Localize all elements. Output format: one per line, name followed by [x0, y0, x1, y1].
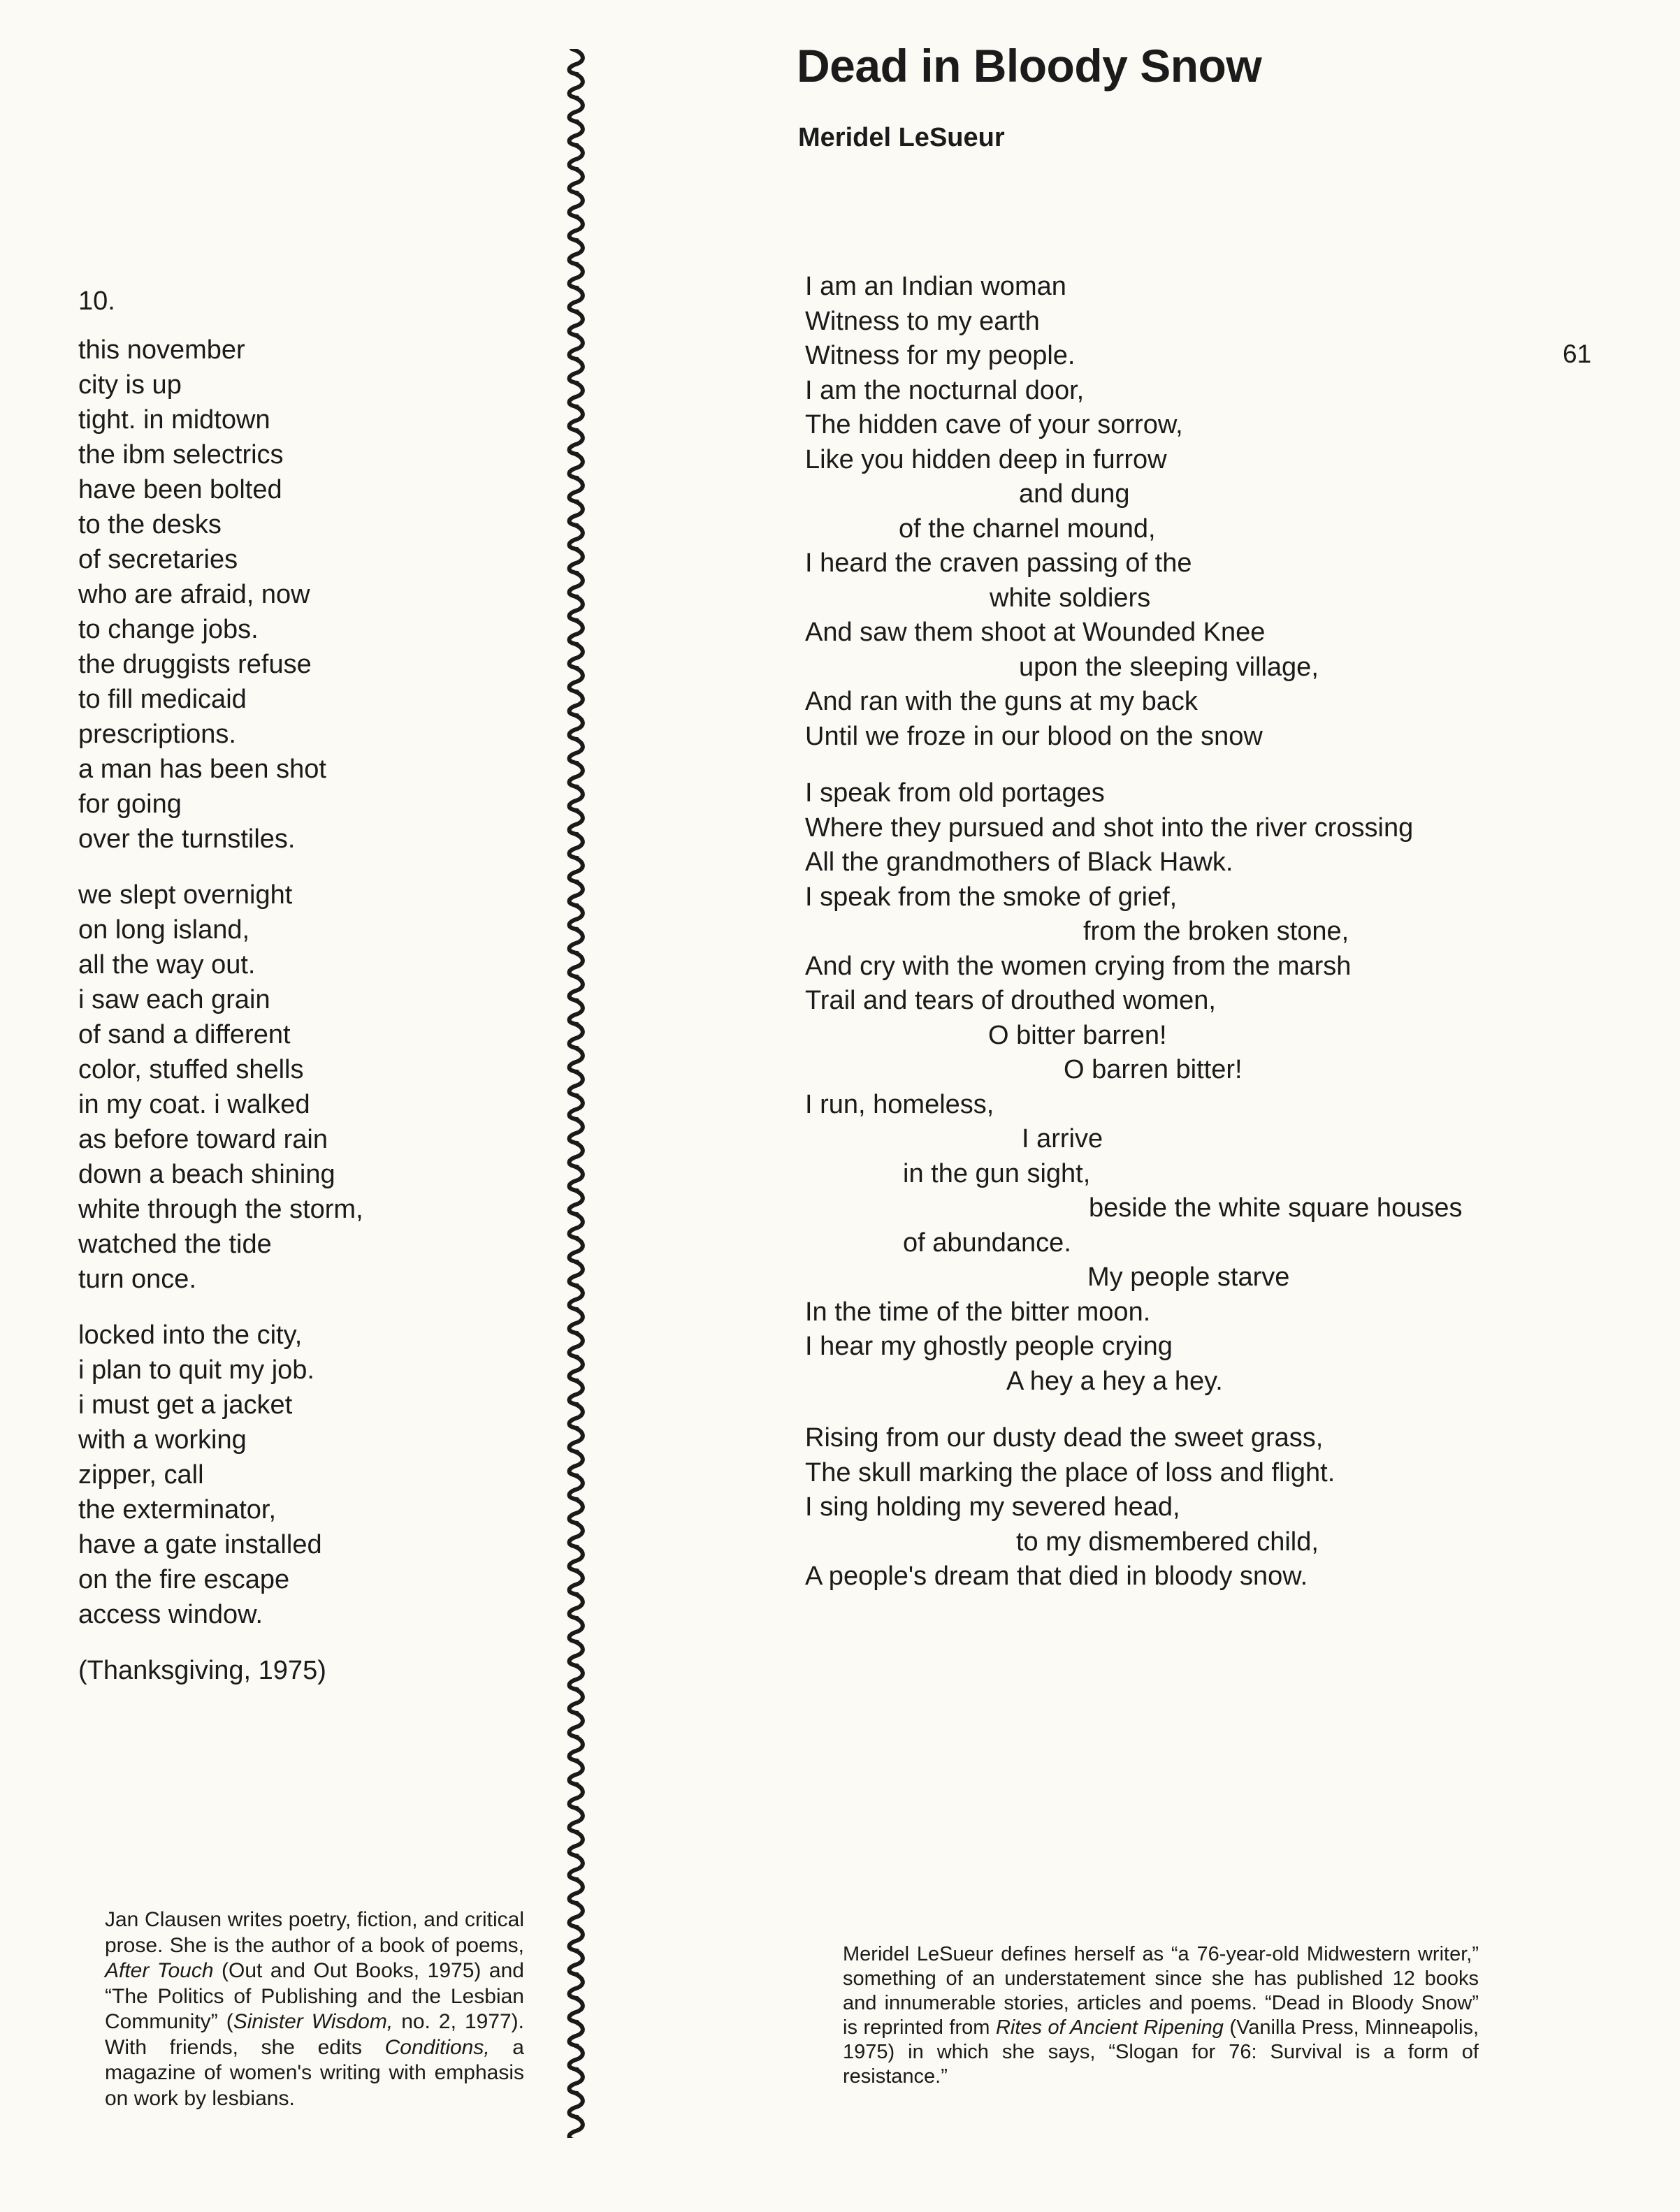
poem-line: on the fire escape: [78, 1565, 290, 1594]
poem-line: In the time of the bitter moon.: [805, 1297, 1151, 1327]
poem-line: The skull marking the place of loss and flight.: [805, 1457, 1335, 1487]
poem-line: for going: [78, 790, 182, 819]
poem-line: who are afraid, now: [78, 580, 310, 609]
page-number: 61: [1563, 340, 1592, 368]
poem-line: the exterminator,: [78, 1495, 277, 1525]
poem-line: down a beach shining: [78, 1160, 335, 1189]
left-poem: [78, 284, 512, 1688]
poem-line: I am the nocturnal door,: [805, 375, 1085, 405]
poem-line: And cry with the women crying from the marsh: [805, 951, 1352, 981]
poem-line: O bitter barren!: [988, 1020, 1167, 1050]
poem-line: of the charnel mound,: [899, 514, 1156, 544]
poem-line: this november: [78, 335, 245, 365]
poem-line: have a gate installed: [78, 1530, 322, 1559]
poem-line: of abundance.: [903, 1228, 1071, 1258]
poem-line: all the way out.: [78, 950, 256, 980]
poem-line: have been bolted: [78, 475, 282, 504]
poem-line: to my dismembered child,: [1016, 1527, 1319, 1557]
stanza: [805, 776, 1560, 1399]
poem-line: the druggists refuse: [78, 650, 312, 679]
poem-line: to the desks: [78, 510, 222, 539]
right-poem: [805, 270, 1560, 1617]
stanza: [78, 1318, 512, 1632]
decorative-chain-divider: [562, 49, 590, 2138]
poem-line: I run, homeless,: [805, 1089, 994, 1119]
bio-text: a magazine of women's writing with emphasis on work by lesbians.: [105, 2035, 524, 2110]
poem-line: Where they pursued and shot into the river crossing: [805, 813, 1414, 843]
poem-line: of sand a different: [78, 1020, 291, 1049]
poem-line: And ran with the guns at my back: [805, 687, 1198, 716]
poem-line: I am an Indian woman: [805, 272, 1066, 301]
bio-text: (Vanilla Press, Minneapolis, 1975) in which she says, “Slogan for 76: Survival is a form of resistance.”: [843, 2016, 1479, 2088]
poem-line: i plan to quit my job.: [78, 1355, 314, 1385]
bio-text: Meridel LeSueur defines herself as “a 76-year-old Midwestern writer,” something of an understatement since she has published 12 books and innumerable stories, articles and poems. “Dead in Bloody Snow” is reprinted from: [843, 1943, 1479, 2039]
poem-line: color, stuffed shells: [78, 1055, 304, 1084]
poem-line: to change jobs.: [78, 615, 259, 644]
poem-title: Dead in Bloody Snow: [797, 40, 1262, 92]
poem-line: Like you hidden deep in furrow: [805, 444, 1167, 474]
poem-line: I speak from the smoke of grief,: [805, 882, 1178, 912]
poem-line: zipper, call: [78, 1460, 204, 1490]
author-bio-meridel-lesueur: [843, 1942, 1479, 2089]
poem-line: I heard the craven passing of the: [805, 548, 1192, 578]
poem-line: All the grandmothers of Black Hawk.: [805, 847, 1233, 877]
poem-line: Until we froze in our blood on the snow: [805, 721, 1263, 751]
italic-title: Sinister Wisdom,: [233, 2010, 393, 2033]
poem-line: prescriptions.: [78, 720, 236, 749]
stanza: [805, 1421, 1560, 1594]
bio-text: no. 2, 1977). With friends, she edits: [105, 2010, 525, 2059]
poem-line: I hear my ghostly people crying: [805, 1332, 1173, 1361]
italic-title: Conditions,: [384, 2035, 490, 2059]
poem-line: The hidden cave of your sorrow,: [805, 410, 1183, 439]
poem-line: in my coat. i walked: [78, 1090, 310, 1119]
bio-text: Jan Clausen writes poetry, fiction, and critical prose. She is the author of a book of poems,: [105, 1908, 524, 1957]
poem-line: A hey a hey a hey.: [1006, 1366, 1223, 1396]
poem-line: beside the white square houses: [1089, 1193, 1463, 1223]
poem-line: Rising from our dusty dead the sweet grass,: [805, 1423, 1324, 1453]
poem-section-number: 10.: [78, 286, 115, 316]
poem-line: of secretaries: [78, 545, 238, 574]
poem-line: I speak from old portages: [805, 778, 1105, 808]
poem-line: watched the tide: [78, 1230, 272, 1259]
poem-line: turn once.: [78, 1265, 196, 1294]
poem-line: and dung: [1019, 479, 1130, 509]
poem-line: with a working: [78, 1425, 247, 1455]
poem-line: a man has been shot: [78, 755, 326, 784]
bio-text: (Out and Out Books, 1975) and “The Politics of Publishing and the Lesbian Community” (: [105, 1959, 524, 2033]
poem-line: Witness for my people.: [805, 341, 1076, 370]
poem-line: as before toward rain: [78, 1125, 328, 1154]
italic-title: After Touch: [105, 1959, 214, 1982]
poem-line: over the turnstiles.: [78, 824, 296, 854]
poem-line: Witness to my earth: [805, 306, 1040, 336]
poem-line: upon the sleeping village,: [1019, 652, 1319, 682]
left-poem-stanzas: [78, 333, 512, 1632]
poem-line: i saw each grain: [78, 985, 270, 1014]
poem-line: i must get a jacket: [78, 1390, 293, 1420]
chain-ornament: [570, 49, 583, 2138]
poem-line: O barren bitter!: [1064, 1055, 1243, 1084]
stanza: [78, 878, 512, 1297]
stanza: [805, 270, 1560, 754]
poem-line: city is up: [78, 370, 182, 400]
poem-line: I sing holding my severed head,: [805, 1492, 1180, 1522]
poem-line: access window.: [78, 1600, 263, 1629]
poem-line: on long island,: [78, 915, 250, 945]
poem-line: locked into the city,: [78, 1320, 303, 1350]
stanza: [78, 333, 512, 857]
italic-title: Rites of Ancient Ripening: [995, 2016, 1224, 2039]
poem-line: tight. in midtown: [78, 405, 270, 435]
poem-line: My people starve: [1087, 1263, 1290, 1292]
poem-line: from the broken stone,: [1083, 917, 1349, 946]
poem-line: I arrive: [1022, 1124, 1103, 1154]
poem-author: Meridel LeSueur: [798, 123, 1005, 152]
poem-line: A people's dream that died in bloody snow.: [805, 1562, 1308, 1591]
author-bio-jan-clausen: [105, 1907, 524, 2111]
poem-line: in the gun sight,: [903, 1158, 1091, 1188]
poem-line: Trail and tears of drouthed women,: [805, 986, 1216, 1015]
poem-line: we slept overnight: [78, 880, 293, 910]
poem-date: (Thanksgiving, 1975): [78, 1656, 326, 1685]
poem-line: the ibm selectrics: [78, 440, 284, 470]
poem-line: white through the storm,: [78, 1195, 363, 1224]
poem-line: And saw them shoot at Wounded Knee: [805, 618, 1266, 647]
poem-line: to fill medicaid: [78, 685, 247, 714]
poem-line: white soldiers: [990, 583, 1151, 613]
